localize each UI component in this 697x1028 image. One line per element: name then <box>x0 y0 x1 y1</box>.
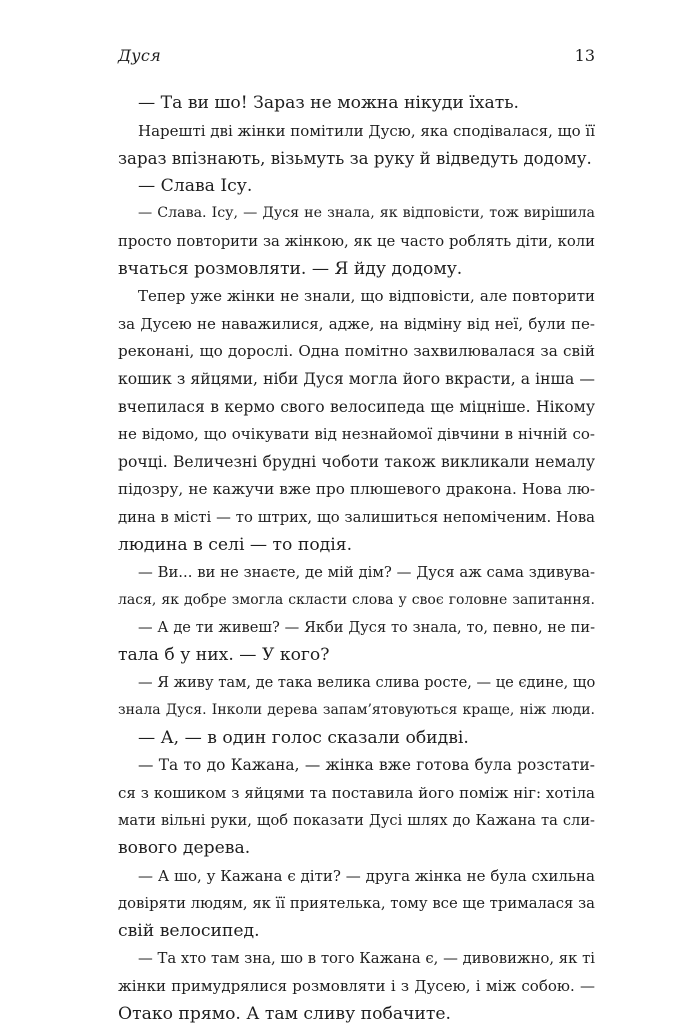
text-line: не відомо, що очікувати від незнайомої дівчини в нічній со- <box>118 425 595 444</box>
page-number: 13 <box>574 46 595 65</box>
text-line: свій велосипед. <box>118 920 260 941</box>
text-line: зараз впізнають, візьмуть за руку й відведуть додому. <box>118 149 592 169</box>
text-line: ся з кошиком з яйцями та поставила його поміж ніг: хотіла <box>118 783 595 802</box>
text-line: — Ви... ви не знаєте, де мій дім? — Дуся аж сама здивува- <box>138 564 595 582</box>
text-line: довіряти людям, як її приятелька, тому все ще трималася за <box>118 895 595 913</box>
text-line: — Слава Ісу. <box>138 175 253 196</box>
running-title: Дуся <box>118 46 162 65</box>
text-line: — Слава. Ісу, — Дуся не знала, як відповісти, тож вирішила <box>138 205 595 222</box>
text-line: Отако прямо. А там сливу побачите. <box>118 1003 452 1024</box>
text-line: мати вільні руки, щоб показати Дусі шлях до Кажана та сли- <box>118 812 595 830</box>
text-line: рочці. Величезні брудні чоботи також викликали немалу <box>118 452 595 471</box>
text-line: — А шо, у Кажана є діти? — друга жінка не була схильна <box>138 866 595 885</box>
text-line: — А, — в один голос сказали обидві. <box>138 727 469 748</box>
text-line: вчаться розмовляти. — Я йду додому. <box>118 258 463 279</box>
text-line: знала Дуся. Інколи дерева запам’ятовуються краще, ніж люди. <box>118 702 595 719</box>
text-line: кошик з яйцями, ніби Дуся могла його вкрасти, а інша — <box>118 369 595 388</box>
text-line: вчепилася в кермо свого велосипеда ще міцніше. Нікому <box>118 397 595 416</box>
text-line: просто повторити за жінкою, як це часто роблять діти, коли <box>118 232 595 250</box>
text-line: підозру, не кажучи вже про плюшевого дракона. Нова лю- <box>118 480 595 499</box>
text-line: лася, як добре змогла скласти слова у своє головне запитання. <box>118 591 595 608</box>
text-line: Нарешті дві жінки помітили Дусю, яка сподівалася, що її <box>138 121 596 140</box>
text-line: тала б у них. — У кого? <box>118 644 330 665</box>
text-line: Тепер уже жінки не знали, що відповісти, але повторити <box>138 287 595 306</box>
text-line: — А де ти живеш? — Якби Дуся то знала, то, певно, не пи- <box>138 619 595 637</box>
text-line: людина в селі — то подія. <box>118 534 353 555</box>
body-text <box>118 90 595 1028</box>
text-line: вового дерева. <box>118 838 251 859</box>
text-line: — Я живу там, де така велика слива росте, — це єдине, що <box>138 674 596 692</box>
text-line: дина в місті — то штрих, що залишиться непоміченим. Нова <box>118 508 595 526</box>
text-line: — Та хто там зна, шо в того Кажана є, — дивовижно, як ті <box>138 950 595 968</box>
running-header <box>118 46 595 70</box>
text-line: жінки примудрялися розмовляти і з Дусею, і між собою. — <box>118 977 595 995</box>
text-line: — Та ви шо! Зараз не можна нікуди їхать. <box>138 93 520 113</box>
text-line: за Дусею не наважилися, адже, на відміну від неї, були пе- <box>118 314 595 333</box>
text-line: — Та то до Кажана, — жінка вже готова була розстати- <box>138 756 595 775</box>
text-line: реконані, що дорослі. Одна помітно захвилювалася за свій <box>118 342 595 361</box>
